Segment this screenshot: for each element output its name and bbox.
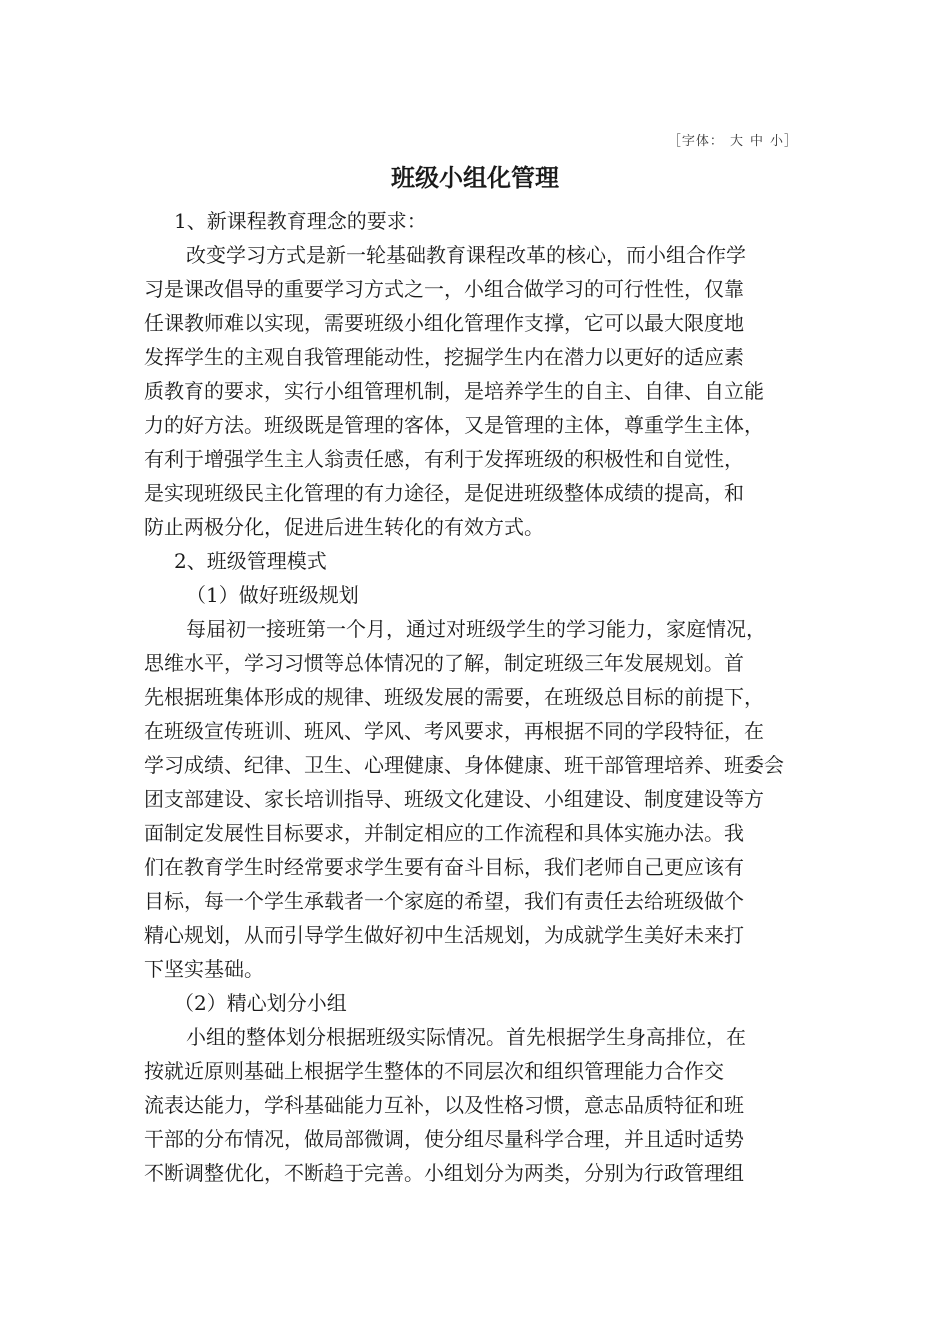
subsection-heading-line: （1）做好班级规划 — [186, 583, 359, 607]
paragraph-line: 在班级宣传班训、班风、学风、考风要求，再根据不同的学段特征，在 — [144, 719, 764, 743]
font-size-control — [668, 130, 798, 149]
paragraph-line: 每届初一接班第一个月，通过对班级学生的学习能力，家庭情况， — [186, 617, 766, 641]
paragraph-line: 目标，每一个学生承载者一个家庭的希望，我们有责任去给班级做个 — [144, 889, 744, 913]
paragraph-line: 思维水平，学习习惯等总体情况的了解，制定班级三年发展规划。首 — [144, 651, 744, 675]
font-size-medium-link[interactable]: 中 — [749, 134, 764, 149]
paragraph-line: 是实现班级民主化管理的有力途径，是促进班级整体成绩的提高，和 — [144, 481, 744, 505]
paragraph-line: 团支部建设、家长培训指导、班级文化建设、小组建设、制度建设等方 — [144, 787, 764, 811]
font-size-suffix: ］ — [783, 134, 798, 149]
paragraph-line: 流表达能力，学科基础能力互补，以及性格习惯，意志品质特征和班 — [144, 1093, 744, 1117]
section-heading-line: （2）精心划分小组 — [174, 991, 347, 1015]
paragraph-line: 防止两极分化，促进后进生转化的有效方式。 — [144, 515, 544, 539]
paragraph-line: 按就近原则基础上根据学生整体的不同层次和组织管理能力合作交 — [144, 1059, 724, 1083]
paragraph-line: 干部的分布情况，做局部微调，使分组尽量科学合理，并且适时适势 — [144, 1127, 744, 1151]
paragraph-line: 习是课改倡导的重要学习方式之一，小组合做学习的可行性性，仅靠 — [144, 277, 744, 301]
paragraph-line: 学习成绩、纪律、卫生、心理健康、身体健康、班干部管理培养、班委会 — [144, 753, 784, 777]
font-size-prefix: ［字体： — [667, 134, 724, 149]
paragraph-line: 质教育的要求，实行小组管理机制，是培养学生的自主、自律、自立能 — [144, 379, 764, 403]
paragraph-line: 们在教育学生时经常要求学生要有奋斗目标，我们老师自己更应该有 — [144, 855, 744, 879]
font-size-large-link[interactable]: 大 — [729, 134, 744, 149]
paragraph-line: 发挥学生的主观自我管理能动性，挖掘学生内在潜力以更好的适应素 — [144, 345, 744, 369]
section-heading-line: 2、班级管理模式 — [174, 549, 327, 573]
font-size-small-link[interactable]: 小 — [769, 134, 784, 149]
paragraph-line: 面制定发展性目标要求，并制定相应的工作流程和具体实施办法。我 — [144, 821, 744, 845]
section-heading-line: 1、新课程教育理念的要求： — [174, 209, 427, 233]
paragraph-line: 下坚实基础。 — [144, 957, 264, 981]
paragraph-line: 力的好方法。班级既是管理的客体，又是管理的主体，尊重学生主体， — [144, 413, 764, 437]
paragraph-line: 改变学习方式是新一轮基础教育课程改革的核心，而小组合作学 — [186, 243, 746, 267]
paragraph-line: 精心规划，从而引导学生做好初中生活规划，为成就学生美好未来打 — [144, 923, 744, 947]
paragraph-line: 先根据班集体形成的规律、班级发展的需要，在班级总目标的前提下， — [144, 685, 764, 709]
document-body — [144, 204, 820, 1190]
paragraph-line: 小组的整体划分根据班级实际情况。首先根据学生身高排位，在 — [186, 1025, 746, 1049]
paragraph-line: 任课教师难以实现，需要班级小组化管理作支撑，它可以最大限度地 — [144, 311, 744, 335]
paragraph-line: 不断调整优化，不断趋于完善。小组划分为两类，分别为行政管理组 — [144, 1161, 744, 1185]
document-title: 班级小组化管理 — [391, 163, 559, 192]
paragraph-line: 有利于增强学生主人翁责任感，有利于发挥班级的积极性和自觉性， — [144, 447, 744, 471]
